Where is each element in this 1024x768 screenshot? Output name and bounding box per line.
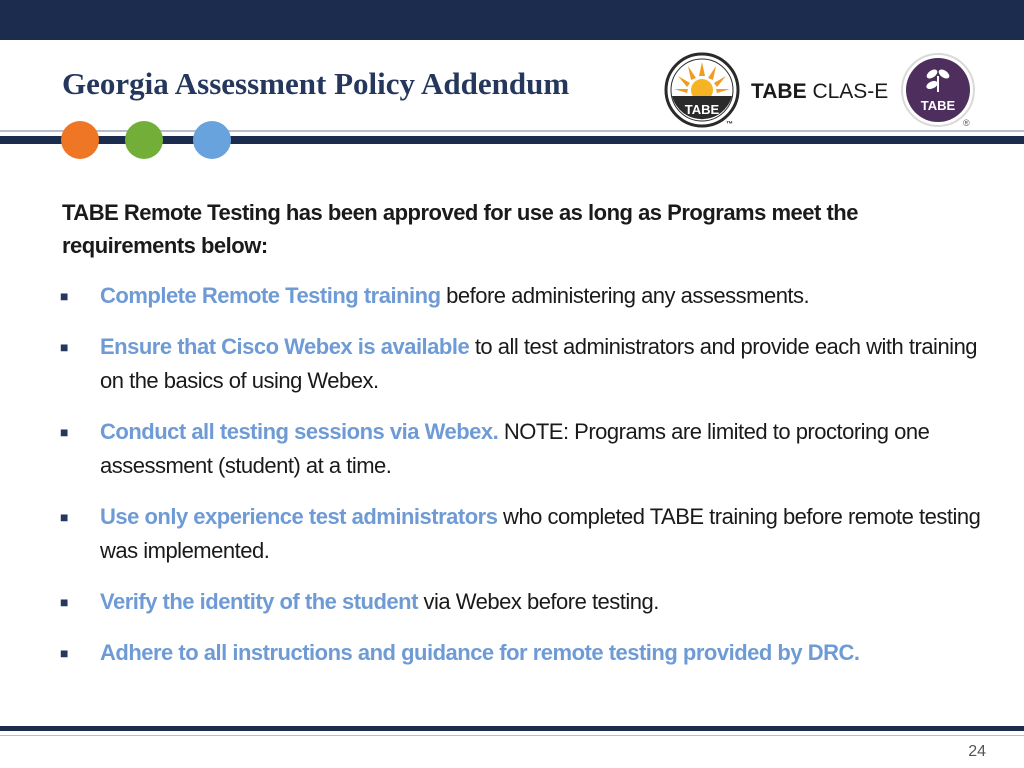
- tabe-clas-e-wordmark: TABE CLAS-E: [751, 80, 889, 103]
- registered-mark: ®: [963, 118, 970, 128]
- top-bar: [0, 0, 1024, 40]
- slide-content: [62, 196, 992, 687]
- orange-dot: [61, 121, 99, 159]
- list-item: ■ Use only experience test administrators who completed TABE training before remote testing was implemented.: [62, 500, 992, 568]
- footer-rule-thin: [0, 735, 1024, 736]
- bullet-icon: ■: [60, 645, 68, 661]
- slide-title: Georgia Assessment Policy Addendum: [62, 66, 570, 101]
- bullet-icon: ■: [60, 339, 68, 355]
- tabe-clas-e-logo: [900, 52, 976, 128]
- list-item: ■ Verify the identity of the student via Webex before testing.: [62, 585, 992, 619]
- footer-rule: [0, 726, 1024, 731]
- list-item: ■ Conduct all testing sessions via Webex. NOTE: Programs are limited to proctoring one assessment (student) at a time.: [62, 415, 992, 483]
- trademark-mark: ™: [726, 121, 733, 128]
- page-number: 24: [968, 743, 986, 760]
- blue-dot: [193, 121, 231, 159]
- requirements-list: [62, 279, 992, 670]
- intro-text: TABE Remote Testing has been approved for use as long as Programs meet the requirements below:: [62, 200, 858, 258]
- tabe-sun-logo: [664, 52, 740, 128]
- list-item: ■ Ensure that Cisco Webex is available to all test administrators and provide each with training on the basics of using Webex.: [62, 330, 992, 398]
- green-dot: [125, 121, 163, 159]
- bullet-icon: ■: [60, 424, 68, 440]
- svg-text:TABE: TABE: [920, 98, 956, 113]
- list-item: ■ Adhere to all instructions and guidance for remote testing provided by DRC.: [62, 636, 992, 670]
- svg-text:TABE: TABE: [684, 102, 720, 117]
- bullet-icon: ■: [60, 509, 68, 525]
- bullet-icon: ■: [60, 288, 68, 304]
- list-item: ■ Complete Remote Testing training before administering any assessments.: [62, 279, 992, 313]
- bullet-icon: ■: [60, 594, 68, 610]
